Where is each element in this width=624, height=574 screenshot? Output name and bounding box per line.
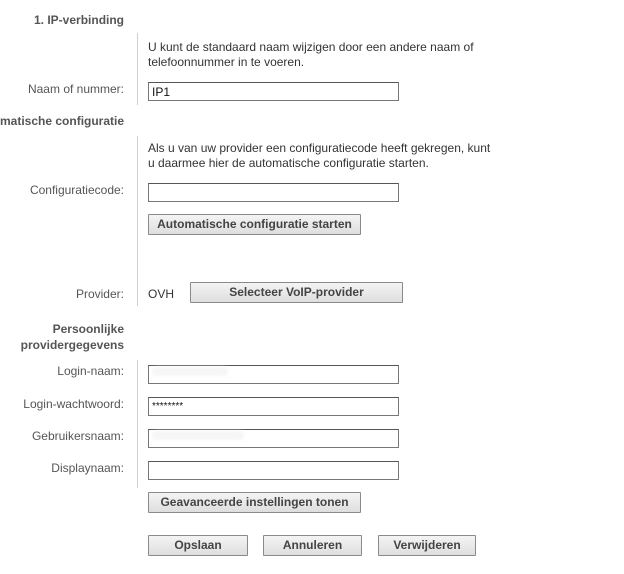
name-label: Naam of nummer: (27, 82, 124, 96)
redaction-mark (152, 431, 244, 440)
separator-line (137, 33, 138, 105)
cancel-button[interactable]: Annuleren (263, 535, 362, 556)
start-autoconfig-button[interactable]: Automatische configuratie starten (148, 214, 361, 235)
separator-line (137, 136, 138, 306)
description-line: Als u van uw provider een configuratiecode heeft gekregen, kunt (148, 141, 491, 155)
description-line: telefoonnummer in te voeren. (148, 55, 305, 69)
section-title-personal (0, 321, 124, 353)
login-password-field[interactable] (148, 397, 399, 416)
section-description (148, 40, 474, 70)
display-name-field[interactable] (148, 461, 399, 480)
provider-value: OVH (148, 287, 175, 301)
show-advanced-settings-button[interactable]: Geavanceerde instellingen tonen (148, 492, 361, 513)
select-voip-provider-button[interactable]: Selecteer VoIP-provider (190, 282, 403, 303)
username-label: Gebruikersnaam: (31, 429, 124, 443)
display-name-label: Displaynaam: (51, 461, 124, 475)
login-password-label: Login-wachtwoord: (23, 397, 124, 411)
config-code-label: Configuratiecode: (29, 183, 124, 197)
config-code-field[interactable] (148, 183, 399, 202)
description-line: U kunt de standaard naam wijzigen door een andere naam of (148, 40, 474, 54)
description-line: u daarmee hier de automatische configuratie starten. (148, 156, 429, 170)
provider-label: Provider: (75, 287, 124, 301)
separator-line (137, 360, 138, 488)
save-button[interactable]: Opslaan (148, 535, 248, 556)
heading-line: providergegevens (20, 338, 124, 352)
name-field[interactable] (148, 82, 399, 101)
redaction-mark (152, 367, 228, 376)
section-title-autoconfig: matische configuratie (0, 114, 125, 128)
login-name-label: Login-naam: (57, 364, 124, 378)
section-title-ip-connection: 1. IP-verbinding (34, 13, 125, 27)
delete-button[interactable]: Verwijderen (378, 535, 476, 556)
autoconfig-description (148, 141, 490, 171)
heading-line: Persoonlijke (52, 322, 124, 336)
